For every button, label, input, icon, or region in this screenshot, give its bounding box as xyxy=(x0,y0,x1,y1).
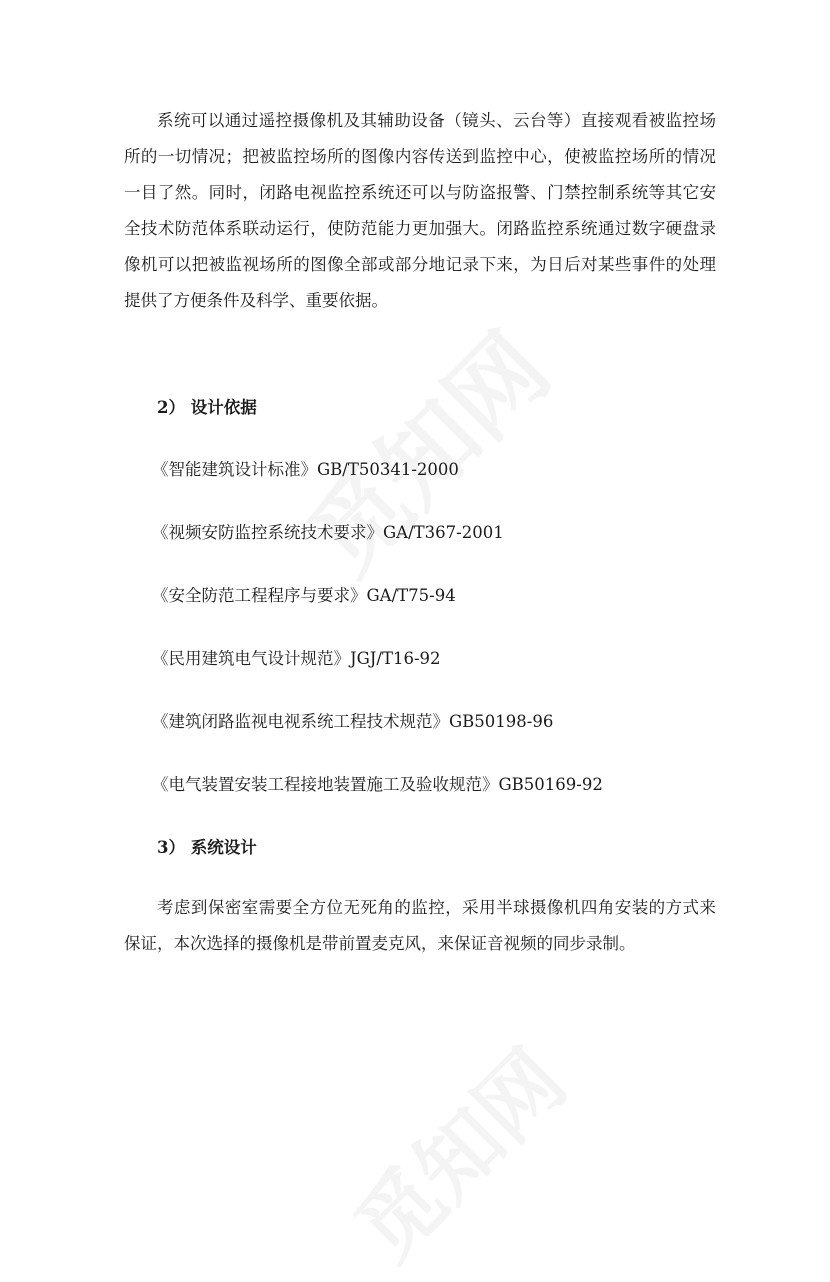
paragraph-line: 全技术防范体系联动运行，使防范能力更加强大。闭路监控系统通过数字硬盘录 xyxy=(124,219,716,238)
paragraph-line: 保证，本次选择的摄像机是带前置麦克风，来保证音视频的同步录制。 xyxy=(124,934,636,953)
section-heading-system-design: 3） 系统设计 xyxy=(157,838,257,857)
paragraph-line: 提供了方便条件及科学、重要依据。 xyxy=(124,291,388,310)
reference-item: 《视频安防监控系统技术要求》GA/T367-2001 xyxy=(152,523,504,542)
reference-item: 《建筑闭路监视电视系统工程技术规范》GB50198-96 xyxy=(152,712,554,731)
paragraph-line: 系统可以通过遥控摄像机及其辅助设备（镜头、云台等）直接观看被监控场 xyxy=(157,111,716,130)
watermark xyxy=(324,1019,588,1282)
intro-paragraph xyxy=(124,103,716,319)
paragraph-line: 所的一切情况；把被监控场所的图像内容传送到监控中心，使被监控场所的情况 xyxy=(124,147,716,166)
paragraph-line: 一目了然。同时，闭路电视监控系统还可以与防盗报警、门禁控制系统等其它安 xyxy=(124,183,716,202)
system-design-paragraph xyxy=(124,890,716,962)
watermark xyxy=(274,298,575,599)
paragraph-line: 像机可以把被监视场所的图像全部或部分地记录下来，为日后对某些事件的处理 xyxy=(124,255,716,274)
section-heading-design-basis: 2） 设计依据 xyxy=(157,398,257,417)
reference-item: 《安全防范工程程序与要求》GA/T75-94 xyxy=(152,586,456,605)
reference-item: 《智能建筑设计标准》GB/T50341-2000 xyxy=(152,460,459,479)
reference-item: 《电气装置安装工程接地装置施工及验收规范》GB50169-92 xyxy=(152,775,603,794)
paragraph-line: 考虑到保密室需要全方位无死角的监控，采用半球摄像机四角安装的方式来 xyxy=(157,898,716,917)
reference-item: 《民用建筑电气设计规范》JGJ/T16-92 xyxy=(152,649,441,668)
